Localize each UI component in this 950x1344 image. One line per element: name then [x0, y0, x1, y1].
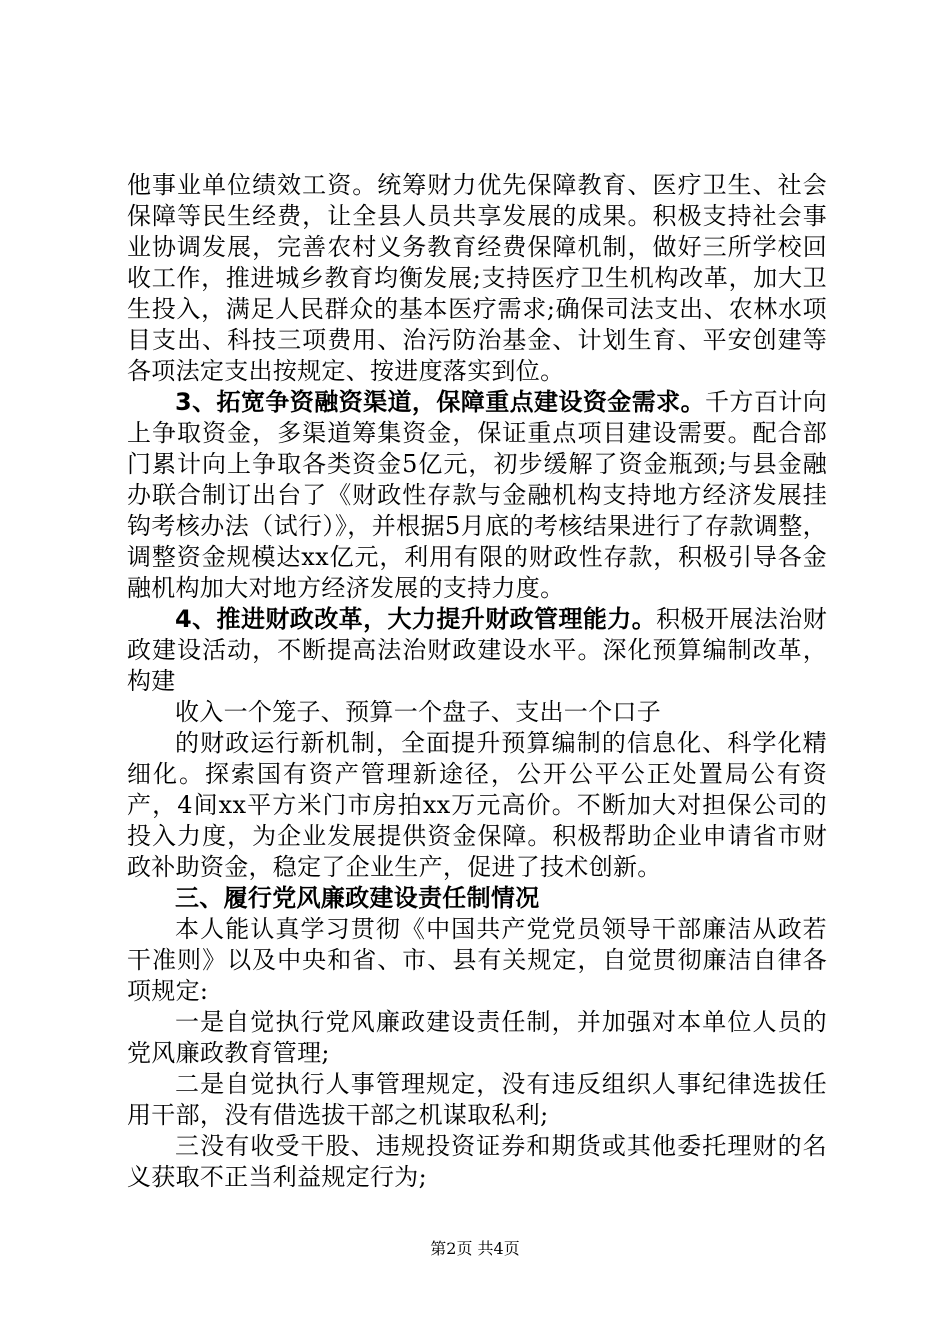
paragraph-text: 的财政运行新机制，全面提升预算编制的信息化、科学化精细化。探索国有资产管理新途径，公开公平公正处置局公有资产，4间xx平方米门市房拍xx万元高价。不断加大对担保公司的投入力度，为企业发展提供资金保障。积极帮助企业申请省市财政补助资金，稳定了企业生产，促进了技术创新。 [127, 729, 827, 881]
paragraph-continuation [127, 170, 827, 387]
paragraph-quote-line [127, 697, 827, 728]
page-footer: 第2页 共4页 [430, 1239, 520, 1258]
section-heading: 三、履行党风廉政建设责任制情况 [175, 884, 540, 912]
paragraph-text: 收入一个笼子、预算一个盘子、支出一个口子 [175, 698, 661, 726]
paragraph-text: 千方百计向上争取资金，多渠道筹集资金，保证重点项目建设需要。配合部门累计向上争取各类资金5亿元，初步缓解了资金瓶颈;与县金融办联合制订出台了《财政性存款与金融机构支持地方经济发展挂钩考核办法（试行）》，并根据5月底的考核结果进行了存款调整，调整资金规模达xx亿元，利用有限的财政性存款，积极引导各金融机构加大对地方经济发展的支持力度。 [127, 388, 827, 602]
section-paragraph: 三没有收受干股、违规投资证券和期货或其他委托理财的名义获取不正当利益规定行为; [127, 1132, 827, 1191]
paragraph-lead: 4、推进财政改革，大力提升财政管理能力。 [175, 605, 657, 633]
paragraph-reform [127, 604, 827, 697]
section-paragraph: 二是自觉执行人事管理规定，没有违反组织人事纪律选拔任用干部，没有借选拔干部之机谋取私利; [127, 1070, 827, 1129]
document-body [127, 170, 827, 1193]
paragraph-funding [127, 387, 827, 604]
section-paragraph: 一是自觉执行党风廉政建设责任制，并加强对本单位人员的党风廉政教育管理; [127, 1008, 827, 1067]
paragraph-mechanism [127, 728, 827, 883]
paragraph-lead: 3、拓宽争资融资渠道，保障重点建设资金需求。 [175, 388, 705, 416]
paragraph-text: 他事业单位绩效工资。统筹财力优先保障教育、医疗卫生、社会保障等民生经费，让全县人员共享发展的成果。积极支持社会事业协调发展，完善农村义务教育经费保障机制，做好三所学校回收工作，推进城乡教育均衡发展;支持医疗卫生机构改革，加大卫生投入，满足人民群众的基本医疗需求;确保司法支出、农林水项目支出、科技三项费用、治污防治基金、计划生育、平安创建等各项法定支出按规定、按进度落实到位。 [127, 171, 827, 385]
paragraph-text: 积极开展法治财政建设活动，不断提高法治财政建设水平。深化预算编制改革，构建 [127, 605, 827, 695]
section-paragraph: 本人能认真学习贯彻《中国共产党党员领导干部廉洁从政若干准则》以及中央和省、市、县有关规定，自觉贯彻廉洁自律各项规定: [127, 915, 827, 1005]
